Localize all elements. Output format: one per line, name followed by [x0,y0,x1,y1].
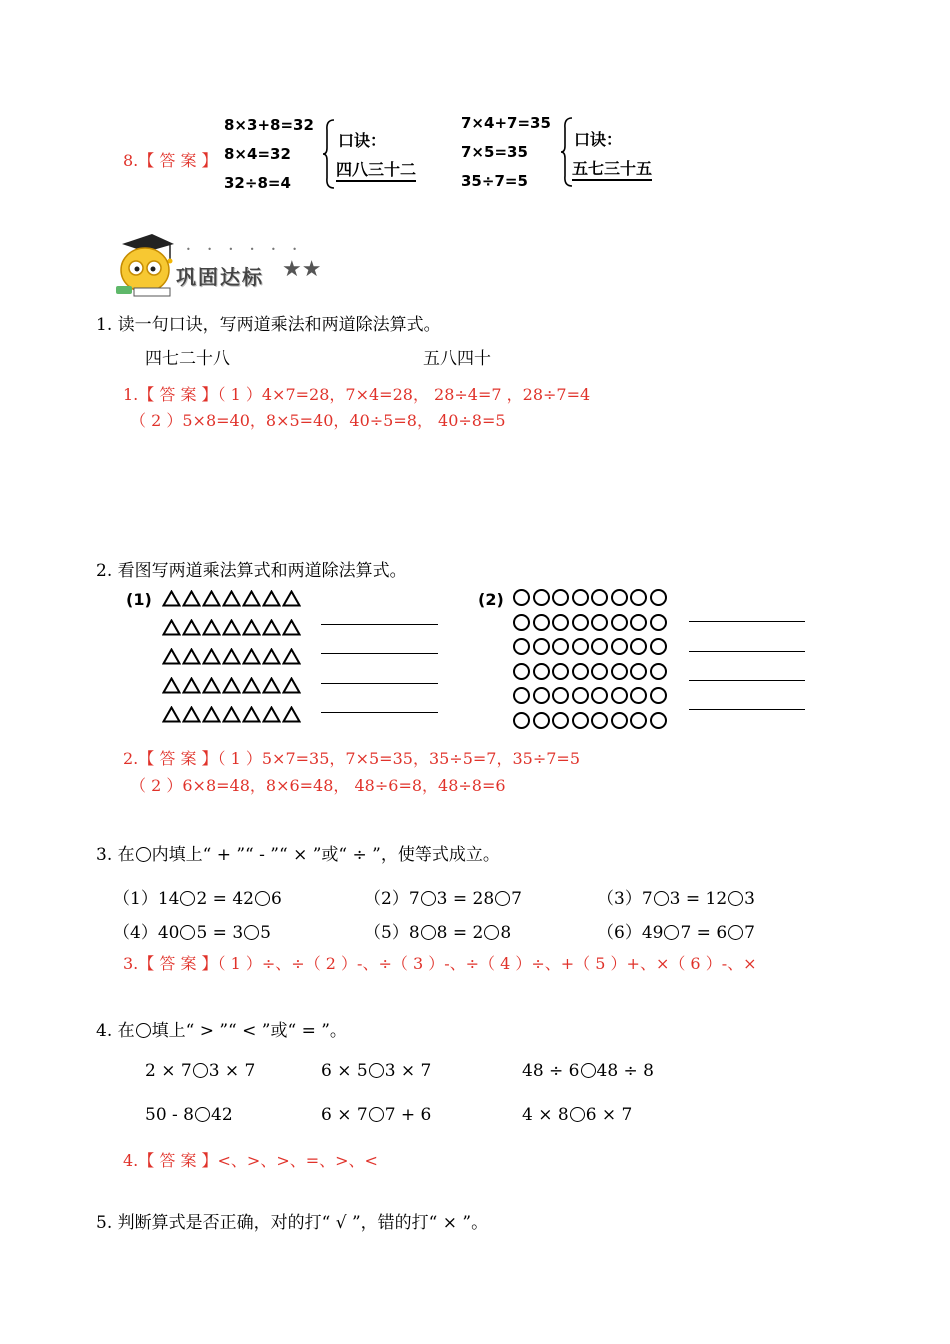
circle-icon [630,614,647,631]
owl-mascot-icon [112,230,174,300]
circle-blank-input[interactable] [728,891,743,906]
q3-item [364,918,511,943]
circle-icon [513,638,530,655]
triangle-icon [202,619,221,636]
q3-operand: （1）14 [113,889,180,909]
circle-grid [513,589,669,736]
circle-blank-input[interactable] [180,891,195,906]
banner-dots: • • • • • • [186,245,305,254]
circle-icon [513,687,530,704]
answer-blank-line[interactable] [689,621,805,622]
answer-blank-line[interactable] [321,624,438,625]
q4-item [321,1105,431,1125]
triangle-icon [242,648,261,665]
triangle-icon [202,648,221,665]
q8-equation: 7×4+7=35 [461,114,551,132]
triangle-icon [162,706,181,723]
q8-rhyme-label: 口诀： [574,130,623,149]
q2-answer: （ 2 ）6×8=48，8×6=48， 48÷6=8，48÷8=6 [130,776,506,795]
q3-operand: （5）8 [364,923,420,943]
circle-row [513,638,669,663]
circle-blank-input[interactable] [495,891,510,906]
circle-icon [513,614,530,631]
triangle-icon [242,619,261,636]
triangle-icon [262,706,281,723]
circle-icon [552,687,569,704]
circle-icon [572,663,589,680]
q8-rhyme: 四八三十二 [336,157,416,182]
circle-icon [552,614,569,631]
q3-operand: 7 [511,889,522,909]
triangle-row [162,590,302,619]
q8-equation: 35÷7=5 [461,172,528,190]
q3-operand: 3 = 12 [669,889,728,909]
circle-icon [611,687,628,704]
triangle-icon [182,590,201,607]
circle-row [513,614,669,639]
triangle-icon [262,590,281,607]
q4-operand: 3 × 7 [208,1061,256,1081]
q3-operand: （2）7 [364,889,420,909]
q3-question [96,840,500,865]
circle-blank-input[interactable] [421,925,436,940]
circle-icon [630,687,647,704]
answer-blank-line[interactable] [689,651,805,652]
q4-item [522,1105,632,1125]
q3-operand: （4）40 [113,923,180,943]
triangle-icon [162,619,181,636]
q4-item [145,1105,233,1125]
triangle-icon [202,590,221,607]
circle-icon [650,712,667,729]
circle-blank-input[interactable] [728,925,743,940]
circle-icon [533,687,550,704]
triangle-row [162,648,302,677]
q8-equation: 8×4=32 [224,145,291,163]
circle-icon [630,663,647,680]
triangle-icon [242,590,261,607]
q3-operand: 7 [744,923,755,943]
circle-icon [630,638,647,655]
q1-answer: 1.【 答 案 】（ 1 ）4×7=28，7×4=28， 28÷4=7 ，28÷7=4 [123,385,591,404]
q4-operand: 48 ÷ 6 [522,1061,580,1081]
q4-operand: 6 × 7 [585,1105,633,1125]
q2-answer: 2.【 答 案 】（ 1 ）5×7=35，7×5=35，35÷5=7，35÷7=5 [123,749,581,768]
circle-icon [650,614,667,631]
answer-blank-line[interactable] [321,653,438,654]
circle-blank-input[interactable] [664,925,679,940]
circle-icon [572,712,589,729]
triangle-icon [242,677,261,694]
q4-question [96,1016,347,1041]
q2-label: (1) [126,590,152,609]
q3-operand: 5 = 3 [196,923,244,943]
q3-answer: 3.【 答 案 】（ 1 ）÷、÷（ 2 ）-、÷（ 3 ）-、÷（ 4 ）÷、+（ 5 ）+、×（ 6 ）-、× [123,954,757,973]
circle-icon [611,663,628,680]
circle-blank-input[interactable] [369,1107,384,1122]
q8-rhyme: 五七三十五 [572,156,652,181]
q4-operand: 42 [211,1105,233,1125]
q3-item [113,884,282,909]
circle-icon [533,712,550,729]
triangle-icon [282,648,301,665]
triangle-icon [262,619,281,636]
triangle-icon [182,648,201,665]
circle-icon [572,687,589,704]
triangle-icon [162,677,181,694]
circle-icon [650,687,667,704]
q8-rhyme-label: 口诀： [338,131,387,150]
triangle-icon [182,677,201,694]
q1-item: 四七二十八 [145,349,230,369]
circle-icon [513,712,530,729]
q3-operand: （3）7 [597,889,653,909]
circle-icon [533,589,550,606]
circle-icon [591,589,608,606]
circle-icon [552,589,569,606]
circle-icon [533,614,550,631]
triangle-icon [222,619,241,636]
q1-answer: （ 2 ）5×8=40，8×5=40，40÷5=8， 40÷8=5 [130,411,506,430]
circle-blank-input[interactable] [195,1107,210,1122]
q3-operand: 8 [500,923,512,943]
q4-operand: 4 × 8 [522,1105,569,1125]
q3-item [597,918,755,943]
q4-question-post: 填上“ > ”“ < ”或“ = ”。 [151,1021,347,1041]
circle-blank-input[interactable] [421,891,436,906]
circle-row [513,687,669,712]
q4-operand: 2 × 7 [145,1061,192,1081]
q3-item [113,918,271,943]
q3-operand: 8 = 2 [436,923,484,943]
circle-icon [611,614,628,631]
banner-title: 巩固达标 [176,265,264,289]
circle-blank-input[interactable] [369,1063,384,1078]
triangle-icon [282,619,301,636]
q4-operand: 7 + 6 [384,1105,432,1125]
q3-question-post: 内填上“ + ”“ - ”“ × ”或“ ÷ ”，使等式成立。 [151,845,500,865]
q8-equation: 7×5=35 [461,143,528,161]
q4-answer: 4.【 答 案 】<、>、>、=、>、< [123,1151,378,1170]
triangle-icon [222,677,241,694]
circle-icon [572,589,589,606]
circle-icon [533,663,550,680]
circle-row [513,712,669,737]
q1-item: 五八四十 [423,349,491,369]
triangle-icon [262,648,281,665]
circle-icon [552,712,569,729]
circle-blank-input[interactable] [581,1063,596,1078]
q4-item [145,1061,255,1081]
banner-stars: ★★ [282,257,322,282]
triangle-icon [282,590,301,607]
circle-icon [513,589,530,606]
circle-icon [591,663,608,680]
triangle-row [162,677,302,706]
q4-operand: 6 × 5 [321,1061,368,1081]
circle-icon [513,663,530,680]
left-brace-icon [322,118,336,190]
triangle-icon [182,706,201,723]
triangle-icon [182,619,201,636]
circle-icon [630,589,647,606]
triangle-icon [222,706,241,723]
q8-answer-label: 8.【 答 案 】 [123,151,218,170]
answer-blank-line[interactable] [321,712,438,713]
triangle-icon [282,677,301,694]
q2-label: (2) [478,590,504,609]
circle-blank-input[interactable] [180,925,195,940]
q8-equation: 8×3+8=32 [224,116,314,134]
circle-blank-input[interactable] [193,1063,208,1078]
answer-blank-line[interactable] [321,683,438,684]
circle-icon [572,638,589,655]
triangle-icon [222,590,241,607]
circle-blank-input[interactable] [484,925,499,940]
circle-blank-input[interactable] [255,891,270,906]
q3-operand: 2 = 42 [196,889,254,909]
q3-operand: 6 [270,889,282,909]
circle-icon [650,589,667,606]
q8-equation: 32÷8=4 [224,174,291,192]
q3-operand: 3 [744,889,755,909]
circle-icon [533,638,550,655]
circle-row [513,663,669,688]
circle-icon [650,663,667,680]
triangle-icon [262,677,281,694]
circle-icon [611,712,628,729]
circle-icon [650,638,667,655]
q4-operand: 50 - 8 [145,1105,194,1125]
q2-question: 2. 看图写两道乘法算式和两道除法算式。 [96,561,407,581]
q3-item [597,884,755,909]
triangle-icon [222,648,241,665]
circle-blank-icon [136,847,151,862]
circle-blank-input[interactable] [570,1107,585,1122]
answer-blank-line[interactable] [689,680,805,681]
triangle-grid [162,590,302,735]
circle-icon [611,589,628,606]
q3-question-pre: 3. 在 [96,845,135,865]
circle-icon [591,712,608,729]
q5-question: 5. 判断算式是否正确，对的打“ √ ”，错的打“ × ”。 [96,1213,489,1233]
circle-blank-icon [136,1023,151,1038]
q4-operand: 48 ÷ 8 [596,1061,654,1081]
triangle-row [162,619,302,648]
triangle-icon [202,706,221,723]
circle-icon [611,638,628,655]
q1-question: 1. 读一句口诀，写两道乘法和两道除法算式。 [96,315,441,335]
circle-row [513,589,669,614]
q3-operand: 7 = 6 [680,923,728,943]
circle-icon [572,614,589,631]
circle-icon [591,614,608,631]
q3-operand: 5 [260,923,271,943]
circle-icon [591,687,608,704]
circle-icon [591,638,608,655]
q3-operand: （6）49 [597,923,664,943]
q4-item [321,1061,431,1081]
triangle-icon [162,590,181,607]
q4-operand: 3 × 7 [384,1061,432,1081]
q3-operand: 3 = 28 [436,889,495,909]
answer-blank-line[interactable] [689,709,805,710]
circle-icon [552,638,569,655]
circle-icon [630,712,647,729]
q3-item [364,884,522,909]
circle-blank-input[interactable] [654,891,669,906]
triangle-icon [202,677,221,694]
q4-operand: 6 × 7 [321,1105,368,1125]
circle-blank-input[interactable] [244,925,259,940]
triangle-icon [282,706,301,723]
q4-item [522,1061,654,1081]
circle-icon [552,663,569,680]
q4-question-pre: 4. 在 [96,1021,135,1041]
triangle-row [162,706,302,735]
triangle-icon [162,648,181,665]
triangle-icon [242,706,261,723]
